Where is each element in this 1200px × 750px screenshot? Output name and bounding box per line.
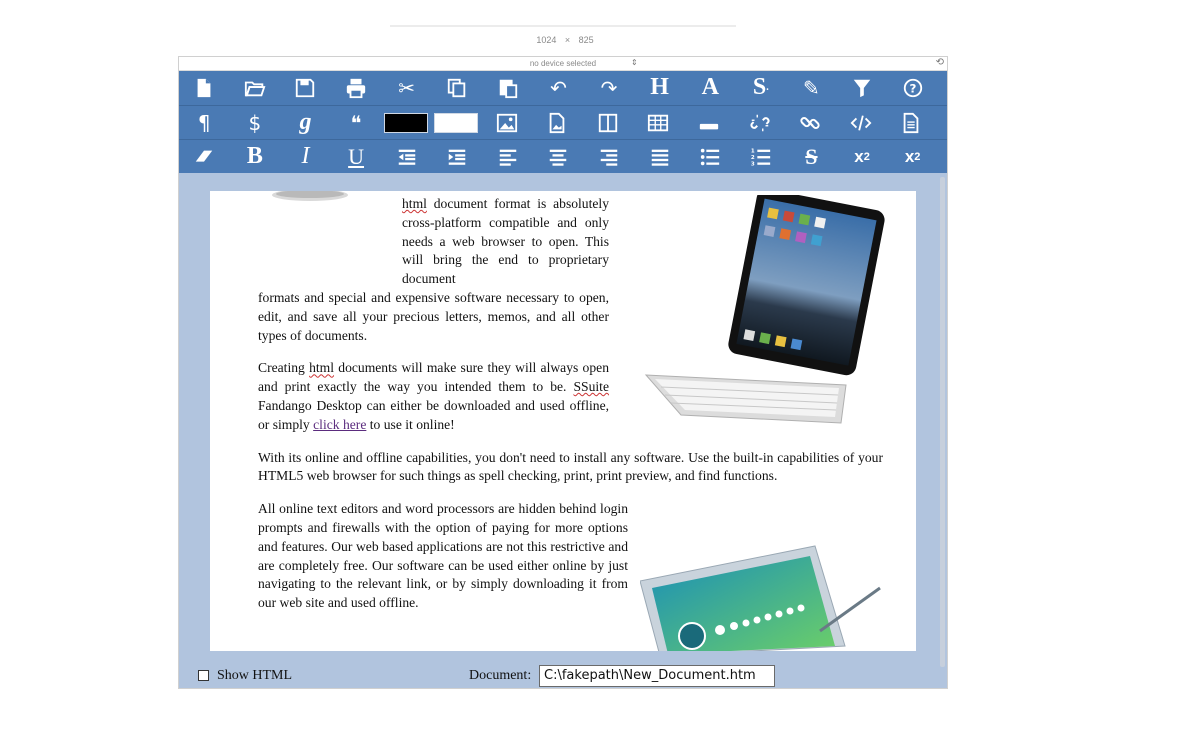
svg-text:1: 1 — [750, 147, 755, 154]
spellcheck-word-3: SSuite — [573, 379, 609, 395]
device-selector-bar[interactable] — [179, 57, 947, 71]
viewport-sep: × — [564, 35, 571, 45]
toolbar-row-1 — [179, 71, 947, 104]
image-icon[interactable] — [481, 106, 532, 139]
save-icon[interactable] — [280, 71, 331, 104]
paragraph-2 — [258, 359, 609, 434]
editor-frame — [178, 56, 948, 689]
open-folder-icon[interactable] — [230, 71, 281, 104]
paste-icon[interactable] — [483, 71, 534, 104]
viewport-height: 825 — [578, 35, 594, 45]
toolbar-row-3 — [179, 139, 947, 173]
font-icon[interactable]: A — [701, 74, 719, 100]
quote-icon[interactable]: ❝ — [350, 110, 362, 135]
eraser-icon[interactable] — [179, 140, 230, 173]
viewport-width: 1024 — [536, 35, 557, 45]
document-content[interactable] — [258, 191, 883, 627]
code-icon[interactable] — [836, 106, 887, 139]
columns-icon[interactable] — [583, 106, 634, 139]
pencil-icon[interactable]: ✎ — [803, 75, 820, 100]
table-icon[interactable] — [633, 106, 684, 139]
paragraph-2-text-b: documents will make sure they will always open and print exactly the way you intended them to be. — [258, 360, 609, 395]
spellcheck-word: html — [402, 196, 427, 211]
paragraph-1-continued: formats and special and expensive software necessary to open, edit, and save all your precious letters, memos, and all other types of documents. — [258, 289, 609, 343]
unlink-icon[interactable] — [734, 106, 785, 139]
paragraph-icon[interactable]: ¶ — [197, 110, 211, 135]
horizontal-rule-icon[interactable] — [684, 106, 735, 139]
document-path-label: Document: — [469, 668, 532, 683]
help-icon[interactable] — [887, 71, 938, 104]
background-color-swatch[interactable] — [434, 113, 478, 133]
paragraph-1-text: document format is absolutely cross-platform compatible and only needs a web browser to open. This will bring the end to proprietary document — [402, 196, 609, 287]
show-html-label: Show HTML — [217, 668, 293, 683]
editor-footer — [179, 662, 947, 688]
paragraph-1-top — [402, 195, 609, 289]
spellcheck-word-2: html — [309, 360, 335, 376]
paragraph-2-text-c: Fandango Desktop can either be downloaded and used offline, or simply — [258, 397, 609, 432]
align-center-icon[interactable] — [533, 140, 584, 173]
dollar-icon[interactable]: $ — [248, 110, 262, 135]
justify-icon[interactable] — [634, 140, 685, 173]
file-image-icon[interactable] — [532, 106, 583, 139]
editor-toolbar — [179, 71, 947, 173]
svg-text:?: ? — [909, 81, 917, 96]
filter-icon[interactable] — [837, 71, 888, 104]
rotate-device-icon[interactable]: ⟲ — [935, 57, 944, 68]
show-html-checkbox[interactable] — [198, 670, 209, 681]
google-icon[interactable]: g — [299, 109, 312, 135]
document-icon[interactable] — [886, 106, 937, 139]
paragraph-2-text-d: to use it online! — [366, 416, 455, 432]
frame-scrollbar[interactable] — [940, 177, 945, 667]
heading-icon[interactable]: H — [650, 74, 669, 100]
strikethrough-icon[interactable]: S — [805, 143, 818, 169]
svg-text:3: 3 — [750, 160, 755, 167]
device-selector-arrow-icon[interactable]: ⇕ — [631, 58, 638, 67]
bullet-list-icon[interactable] — [685, 140, 736, 173]
bold-icon[interactable]: B — [246, 143, 263, 169]
toolbar-row-2 — [179, 105, 947, 139]
align-right-icon[interactable] — [584, 140, 635, 173]
subscript-icon[interactable]: x 2 — [904, 146, 921, 166]
document-editing-area[interactable] — [210, 191, 916, 651]
font-color-swatch[interactable] — [384, 113, 428, 133]
link-icon[interactable] — [785, 106, 836, 139]
viewport-dimensions — [520, 35, 610, 45]
paragraph-2-text-a: Creating — [258, 360, 310, 376]
cut-icon[interactable]: ✂ — [398, 75, 416, 100]
underline-icon[interactable]: U — [348, 143, 365, 169]
italic-icon[interactable]: I — [301, 143, 310, 169]
viewport-ruler — [390, 25, 736, 27]
click-here-link[interactable]: click here — [313, 416, 367, 432]
svg-text:2: 2 — [750, 154, 755, 161]
paragraph-3: With its online and offline capabilities, you don't need to install any software. Use the built-in capabilities of your HTML5 web browser for such things as spell checking, print, print preview, and find functions. — [258, 449, 883, 484]
document-path-input[interactable]: C:\fakepath\New_Document.htm — [539, 665, 775, 687]
align-left-icon[interactable] — [483, 140, 534, 173]
paragraph-4: All online text editors and word processors are hidden behind login prompts and firewalls with the option of paying for more options and features. Our web based applications are not this restrictive and are completely free. Our software can be used either online by just navigating to the relevant link, or by simply downloading it from our web site and used offline. — [258, 501, 628, 611]
device-selector-label: no device selected — [529, 59, 597, 68]
redo-icon[interactable]: ↷ — [600, 75, 618, 100]
indent-icon[interactable] — [432, 140, 483, 173]
print-icon[interactable] — [331, 71, 382, 104]
spellcheck-icon[interactable]: S . — [752, 74, 769, 100]
outdent-icon[interactable] — [381, 140, 432, 173]
undo-icon[interactable]: ↶ — [550, 75, 567, 100]
numbered-list-icon[interactable] — [736, 140, 787, 173]
superscript-icon[interactable]: x 2 — [854, 146, 870, 166]
new-file-icon[interactable] — [179, 71, 230, 104]
copy-icon[interactable] — [432, 71, 483, 104]
